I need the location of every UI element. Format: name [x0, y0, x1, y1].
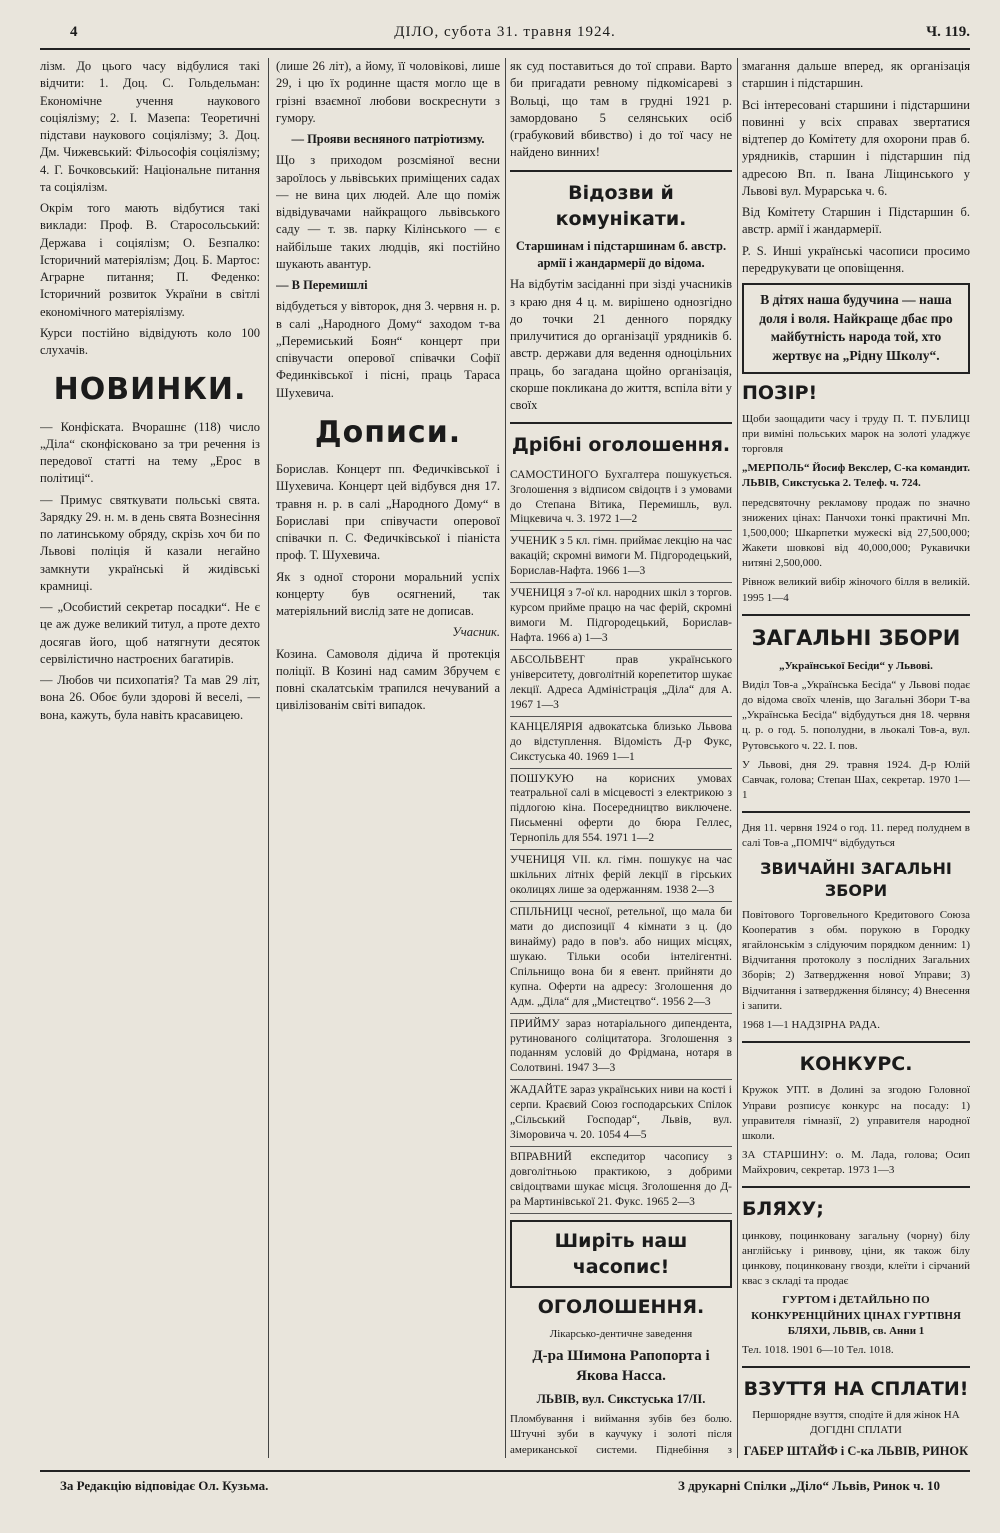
shoes-firm: ГАБЕР ШТАЙФ і С-ка ЛЬВІВ, РИНОК: [743, 1443, 969, 1458]
slogan-box: [510, 1220, 732, 1288]
editor-credit: За Редакцію відповідає Ол. Кузьма.: [60, 1478, 269, 1493]
classified-ad: КАНЦЕЛЯРІЯ адвокатська близько Львова до відступлення. Відомість Д-р Фукс, Сикстуська 40. 1969 1—1: [510, 717, 732, 769]
classified-ads-list: [510, 465, 732, 1214]
extra-meeting-title: ЗВИЧАЙНІ ЗАГАЛЬНІ ЗБОРИ: [760, 858, 952, 900]
article-paragraph: Борислав. Концерт пп. Федичківської і Шухевича. Концерт цей відбувся дня 17. травня н. р. в салі „Народного Дому“ в Бориславі при співучасти оперової співачки п. С. Федичківської і піаніста проф. Т. Шухевича.: [276, 462, 500, 563]
konkurs-title: КОНКУРС.: [799, 1053, 913, 1076]
classified-ad: УЧЕНИЦЯ VII. кл. гімн. пошукує на час шкільних літніх ферій лекції в гірських околицях лише за одержанням. 1938 2—3: [510, 850, 732, 902]
column-divider: [268, 58, 269, 1458]
signature: Учасник.: [452, 625, 500, 640]
column-3: [510, 58, 732, 1458]
notice-text: Дня 11. червня 1924 о год. 11. перед полуднем в салі Тов-а „ПОМІЧ“ відбудуться: [742, 822, 970, 850]
news-item: — Любов чи психопатія? Та мав 29 літ, вона 26. Обоє були здорові й веселі, — вона, кажуть, була навіть красавицею.: [40, 673, 260, 722]
classified-ad: ВПРАВНИЙ експедитор часопису з довголітньою практикою, з добрими свідоцтвами шукає місця. Зголошення до Д-ра Мартинівської 21. Фукс. 1965 2—3: [510, 1147, 732, 1214]
pozir-tail: Рівнож великий вибір жіночого білля в великій. 1995 1—4: [742, 576, 970, 604]
news-item: — „Особистий секретар посадки“. Не є це аж дуже великий титул, а проте дехто досягав його, щоб натягнути десяток сервілістично настроєних багатирів.: [40, 600, 260, 666]
section-heading-appeals: Відозви й комунікати.: [555, 181, 687, 230]
divider: [742, 614, 970, 616]
pozir-firm: „МЕРПОЛЬ“ Йосиф Векслер, С-ка командит. ЛЬВІВ, Сикстуська 2. Телеф. ч. 724.: [742, 462, 970, 490]
masthead: ДІЛО, субота 31. травня 1924.: [394, 24, 616, 40]
column-1: [40, 58, 260, 1458]
article-paragraph: Всі інтересовані старшини і підстаршини повинні у всіх справах звертатися відтепер до Комітету для охорони прав б. урядників, старшин і підстаршин під адресою Вп. п. Івана Ліщинського у Львові вул. Мурарська ч. 6.: [742, 97, 970, 198]
column-2: [276, 58, 500, 1458]
pozir-list: передсвяточну рекламову продаж по значно знижених цінах: Панчохи тонкі практичні Мп. 1,500,000; Шкарпетки мужескі від 27,500,000; Жакети шовкові від 40,000,000; Рукавички нитяні 2,500,000.: [742, 496, 970, 570]
page-footer: [40, 1470, 970, 1502]
news-heading: — Прояви весняного патріотизму.: [291, 132, 485, 146]
section-heading-ads: ОГОЛОШЕННЯ.: [537, 1296, 705, 1319]
article-paragraph: лізм. До цього часу відбулися такі відчити: 1. Доц. С. Гольдельман: Економічне учення наукового соціялізму; 2. І. Мазепа: Теоретичні підстави наукового соціялізму; 3. Доц. Дм. Чижевський: Фільософія соціялізму; 4. Г. Бочковський: Національне питання та соціялізм.: [40, 59, 260, 194]
divider: [742, 1041, 970, 1043]
article-paragraph: Від Комітету Старшин і Підстаршин б. австр. армії і жандармерії.: [742, 205, 970, 237]
section-heading-news: НОВИНКИ.: [53, 372, 247, 408]
pozir-text: Щоби заощадити часу і труду П. Т. ПУБЛИЦІ при виміні польських марок на золоті уладжує торговля: [742, 412, 970, 456]
extra-meeting-text: Повітового Торговельного Кредитового Союза Кооператив з обм. порукою в Городку ягайлонськім з слідуючим порядком денним: 1) Відчитання протоколу з послідних Загальних Зборів; 2) Затвердження нової Управи; 3) Відчитання і затвердження білянсу; 4) Внесення і запити.: [742, 908, 970, 1012]
classified-ad: АБСОЛЬВЕНТ прав українського університету, довголітній корепетитор шукає лекції. Адреса Адміністрація „Діла“ для А. 1967 1—3: [510, 650, 732, 717]
classified-ad: САМОСТИНОГО Бухгалтера пошукується. Зголошення з відписом свідоцтв і з умовами до Степана Вітика, Перемишль, вул. Міцкевича ч. 3. 1972 1—2: [510, 465, 732, 532]
meeting-text: Виділ Тов-а „Українська Бесіда“ у Львові подає до відома своїх членів, що Загальні Збори Т-ва „Українська Бесіда“ відбудуться дня 18. червня ц. р. о год. 5. пополудни, в льокалі Тов-а, вул. Рутовського ч. 22. І. пов.: [742, 678, 970, 752]
article-paragraph: Окрім того мають відбутися такі виклади: Проф. В. Старосольський: Держава і соціялізм; О. Безпалко: Історичний матеріялізм; Доц. Б. Мартос: Аграрне питання; П. Феденко: Історичний розвиток України в світлі економічного матеріялізму.: [40, 201, 260, 319]
article-paragraph: Що з приходом розсміяної весни зароїлось у львівських приміщених садах — не вина цих людей. Але що поміж відвідувачами найкращого львівського саду — т. зв. парку Кілінського — є найбільше таких людців, які постійно шукають авантур.: [276, 153, 500, 271]
blyakh-firm: ГУРТОМ і ДЕТАЙЛЬНО ПО КОНКУРЕНЦІЙНИХ ЦІНАХ ГУРТІВНЯ БЛЯХИ, ЛЬВІВ, св. Анни 1: [751, 1294, 961, 1337]
appeal-subtitle: Старшинам і підстаршинам б. австр. армії і жандармерії до відома.: [515, 238, 727, 271]
extra-meeting-signature: 1968 1—1 НАДЗІРНА РАДА.: [742, 1019, 880, 1031]
meeting-subtitle: „Української Бесіди“ у Львові.: [779, 659, 933, 672]
pozir-title: ПОЗІР!: [742, 381, 818, 404]
meeting-signature: У Львові, дня 29. травня 1924. Д-р Юлій Савчак, голова; Степан Шах, секретар. 1970 1—1: [742, 758, 970, 802]
article-paragraph: змагання дальше вперед, як організація старшин і підстаршин.: [742, 59, 970, 91]
column-4: [742, 58, 970, 1458]
news-item: — Конфіската. Вчорашнє (118) число „Діла“ сконфісковано за три речення із передової статті на тему „Ерос в політиці“.: [40, 419, 260, 486]
clinic-text: Пломбування і виймання зубів без болю. Штучні зуби в каучуку і золоті після американської системи. Піднебіння з: [510, 1413, 732, 1456]
section-heading-letters: Дописи.: [314, 414, 462, 450]
article-paragraph: На відбутім засіданні при зізді учасників з краю дня 4 ц. м. вирішено однозгідно до точки 21 денного порядку прилучитися до організації урядників б. австр. держави для ведення одноцільних праць, бо загадана щойно організація, скорше покликана до життя, вспіла віти у своїх: [510, 277, 732, 413]
classified-ad: УЧЕНИК з 5 кл. гімн. приймає лекцію на час вакацій; скромні вимоги М. Підгородецький, Борислав-Нафта. 1966 1—3: [510, 531, 732, 583]
divider: [742, 1366, 970, 1368]
classified-ad: УЧЕНИЦЯ з 7-ої кл. народних шкіл з торгов. курсом прийме працю на час ферій, скромні вимоги М. Підгородецький, Борислав-Нафта. 1966 а) 1—3: [510, 583, 732, 650]
konkurs-text: Кружок УПТ. в Долині за згодою Головної Управи розписує конкурс на посаду: 1) управителя гімназії, 2) управителя народної школи.: [742, 1084, 970, 1142]
shoes-title: ВЗУТТЯ НА СПЛАТИ!: [743, 1378, 969, 1401]
meeting-title: ЗАГАЛЬНІ ЗБОРИ: [751, 625, 961, 650]
column-divider: [505, 58, 506, 1458]
classified-ad: ПРИЙМУ зараз нотаріального дипендента, рутинованого соліцитатора. Зголошення з поданням условій до Фрідмана, нотаря в Солотвині. 1947 3—3: [510, 1014, 732, 1081]
article-paragraph: відбудеться у вівторок, дня 3. червня н. р. в салі „Народного Дому“ заходом т-ва „Перемиський Боян“ концерт при співучасти оперової співачки Софії Фединківської і пісні, праць Тараса Шухевича.: [276, 299, 500, 400]
shoes-text: Першорядне взуття, сподіте й для жінок НА ДОГІДНІ СПЛАТИ: [752, 1409, 960, 1437]
clinic-name: Д-ра Шимона Рапопорта і Якова Насса.: [532, 1347, 710, 1385]
page-number: 4: [70, 24, 78, 40]
divider: [742, 1186, 970, 1188]
classified-ad: ЖАДАЙТЕ зараз українських ниви на кості і серпи. Краєвий Союз господарських Спілок „Сільський Господар“, Львів, вул. Зіморовича ч. 20. 1054 4—5: [510, 1080, 732, 1147]
article-paragraph: Як з одної сторони моральний успіх концерту був осягнений, так матеріяльний вислід зате не дописав.: [276, 569, 500, 619]
article-paragraph: Козина. Самоволя дідича й протекція поліції. В Козині над самим Збручем є повні скалатськім трапился нечуваний а цивілізованім світі випадок.: [276, 646, 500, 713]
article-paragraph: P. S. Инші українські часописи просимо передрукувати це оповіщення.: [742, 243, 970, 275]
clinic-title: Лікарсько-дентичне заведення: [549, 1327, 693, 1340]
divider: [510, 170, 732, 172]
article-paragraph: (лише 26 літ), а йому, її чоловікові, лише 29, і цю їх родинне щастя могло ще в грізні взаємної любови воскреснути з гумору.: [276, 59, 500, 125]
issue-number: Ч. 119.: [926, 24, 970, 40]
article-paragraph: Курси постійно відвідують коло 100 слухачів.: [40, 325, 260, 357]
article-paragraph: як суд поставиться до тої справи. Варто би пригадати ревному підкомісареві з Вольці, що там в грудні 1921 р. замордовано 5 селянських осіб (грабуковий вбивство) і до тої часу не найдено винних!: [510, 59, 732, 160]
clinic-address: ЛЬВІВ, вул. Сикстуська 17/ІІ.: [536, 1392, 706, 1407]
blyakh-tail: Тел. 1018. 1901 6—10 Тел. 1018.: [742, 1343, 894, 1356]
divider: [742, 811, 970, 813]
classified-ad: СПІЛЬНИЦІ чесної, ретельної, що мала би мати до диспозиції 4 кімнати з ц. (до винайму) радо в пов'з. або нищих місцях, шукаю. Тільки особи інтелігентні. Спільнищо вона би я евент. прийняти до купна. Оферти на адресу: Зголошення до Адм. „Діла“ для „Мистецтво“. 1956 2—3: [510, 902, 732, 1014]
page-header: [40, 22, 970, 50]
slogan: Ширіть наш часопис!: [554, 1229, 688, 1279]
news-item: — Примус святкувати польські свята. Зарядку 29. н. м. в день свята Вознесіння по латинському обряду, скрізь хоч би по Львові поліція й казали негайно замкнути українські й жидівські крамниці.: [40, 492, 260, 593]
section-heading-classifieds: Дрібні оголошення.: [511, 434, 731, 457]
divider: [510, 422, 732, 424]
classified-ad: ПОШУКУЮ на корисних умовах театральної салі в місцевості з електрикою з підлогою кіна. Посередництво виключене. Письменні оферти до бюра Геллес, Тернопіль для 554. 1971 1—2: [510, 769, 732, 851]
school-appeal-box: В дітях наша будучина — наша доля і воля. Найкраще дбає про майбутність народа той, хто жертвує на „Рідну Школу“.: [742, 283, 970, 374]
printer-credit: З друкарні Спілки „Діло“ Львів, Ринок ч. 10: [678, 1478, 940, 1493]
blyakh-title: БЛЯХУ;: [742, 1198, 824, 1221]
konkurs-signature: ЗА СТАРШИНУ: о. М. Лада, голова; Осип Майхрович, секретар. 1973 1—3: [742, 1149, 970, 1177]
column-divider: [737, 58, 738, 1458]
news-heading: — В Перемишлі: [276, 278, 368, 292]
blyakh-text: цинкову, поцинковану загальну (чорну) білу англійську і ринвову, ціни, як також білу цинкову, поцинковану гвозди, клеїти і сірчаний квас з складі та продає: [742, 1229, 970, 1288]
